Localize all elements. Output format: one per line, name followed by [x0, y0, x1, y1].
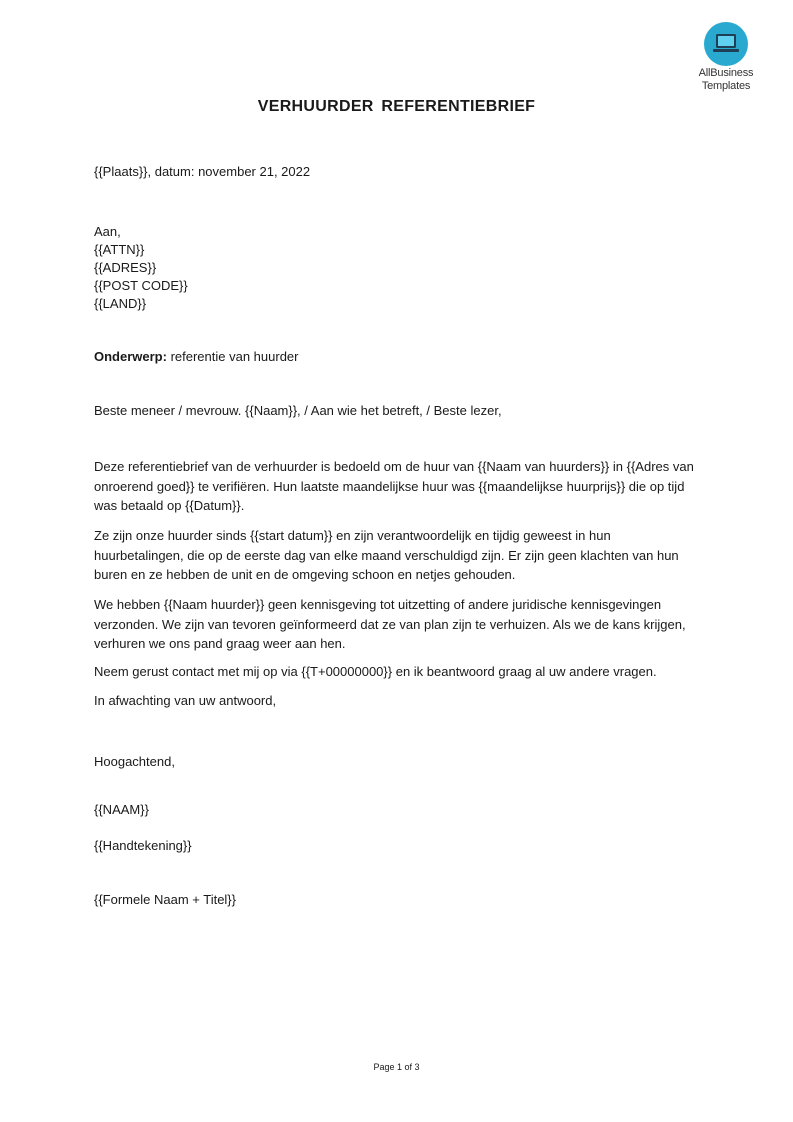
subject-label: Onderwerp: [94, 349, 167, 364]
body-paragraph-1: Deze referentiebrief van de verhuurder is bedoeld om de huur van {{Naam van huurders}} in {{Adres van onroerend goed}} te verifiëren. Hun laatste maandelijkse huur was {{maandelijkse huurprijs}} die op tijd was betaald op {{Datum}}. [94, 459, 694, 513]
address-to: Aan, [94, 224, 121, 239]
address-attn: {{ATTN}} [94, 242, 145, 257]
body-paragraph-3: We hebben {{Naam huurder}} geen kennisgeving tot uitzetting of andere juridische kennisgevingen verzonden. We zijn van tevoren geïnformeerd dat ze van plan zijn te verhuizen. Als we de kans krijgen, verhuren we ons pand graag weer aan hen. [94, 597, 686, 651]
signature-formal-name: {{Formele Naam + Titel}} [94, 892, 236, 907]
logo-text-line1: AllBusiness [698, 67, 754, 79]
signature-name: {{NAAM}} [94, 802, 149, 817]
salutation: Beste meneer / mevrouw. {{Naam}}, / Aan wie het betreft, / Beste lezer, [94, 403, 502, 418]
signature-handtekening: {{Handtekening}} [94, 838, 192, 853]
subject-line [94, 348, 299, 366]
address-country: {{LAND}} [94, 296, 147, 311]
body-paragraph-4: Neem gerust contact met mij op via {{T+00000000}} en ik beantwoord graag al uw andere vragen. [94, 664, 657, 679]
logo-badge [704, 22, 748, 66]
closing-wait: In afwachting van uw antwoord, [94, 693, 277, 708]
logo-text-line2: Templates [701, 80, 751, 92]
page-number: Page 1 of 3 [373, 1062, 420, 1072]
address-street: {{ADRES}} [94, 260, 157, 275]
place-date: {{Plaats}}, datum: november 21, 2022 [94, 164, 311, 179]
laptop-icon [713, 33, 739, 55]
address-postcode: {{POST CODE}} [94, 278, 188, 293]
document-title: VERHUURDER REFERENTIEBRIEF [257, 98, 536, 115]
body-paragraph-2: Ze zijn onze huurder sinds {{start datum}} en zijn verantwoordelijk en tijdig geweest in hun huurbetalingen, die op de eerste dag van elke maand verschuldigd zijn. Er zijn geen klachten van hun buren en ze hebben de unit en de omgeving schoon en netjes gehouden. [94, 528, 679, 582]
subject-text: referentie van huurder [166, 349, 299, 364]
allbusiness-templates-logo [686, 22, 766, 92]
closing: Hoogachtend, [94, 754, 175, 769]
